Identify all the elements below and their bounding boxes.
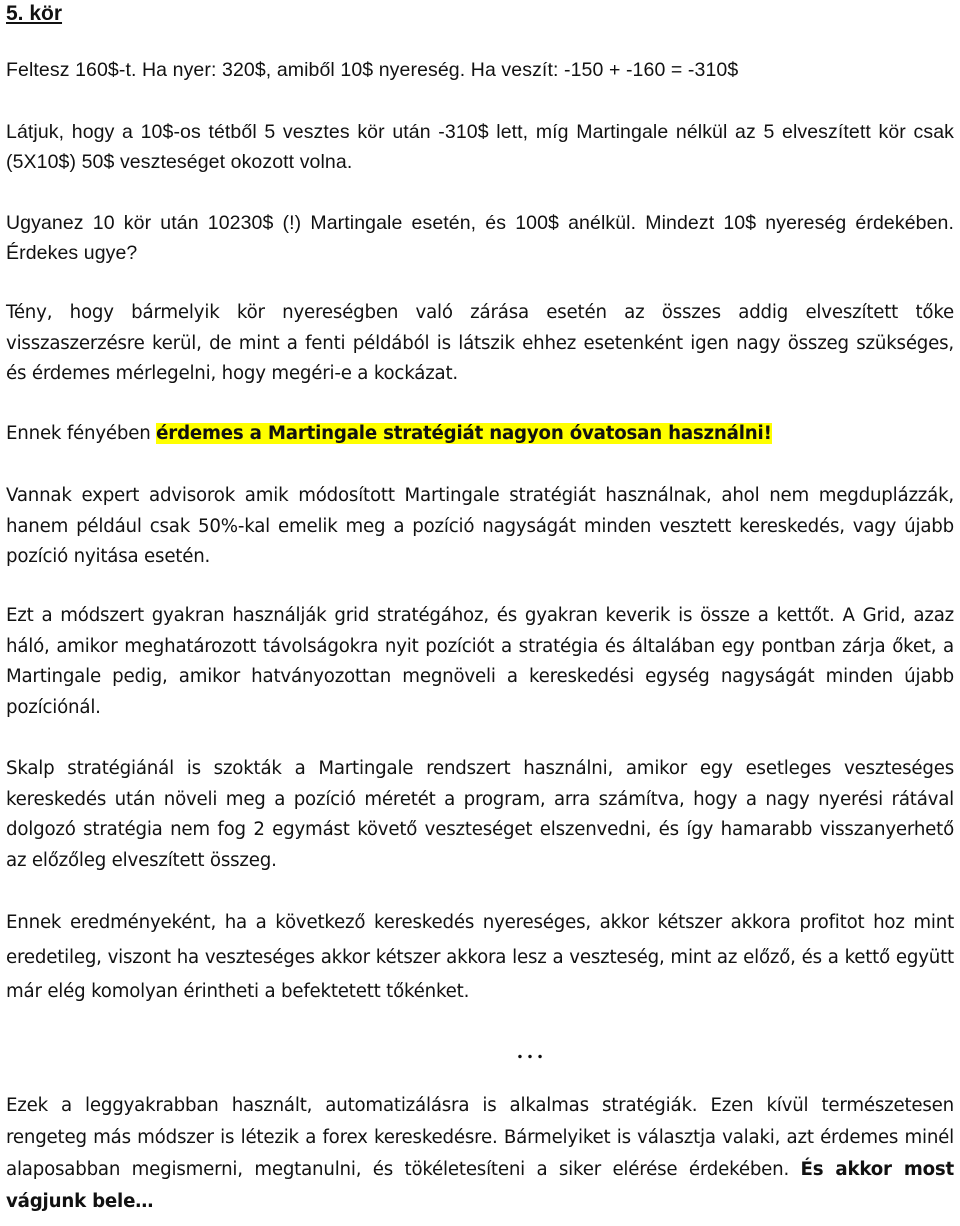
paragraph-round-five: Feltesz 160$-t. Ha nyer: 320$, amiből 10$ nyereség. Ha veszít: -150 + -160 = -310$ <box>6 59 739 81</box>
section-heading: 5. kör <box>6 2 63 25</box>
paragraph-caution <box>6 419 954 450</box>
caution-lead: Ennek fényében <box>6 423 157 444</box>
paragraph-closing <box>6 1090 954 1218</box>
caution-highlight: érdemes a Martingale stratégiát nagyon óvatosan használni! <box>156 423 772 444</box>
paragraph-result: Ennek eredményeként, ha a következő kereskedés nyereséges, akkor kétszer akkora profitot hoz mint eredetileg, viszont ha veszteséges akkor kétszer akkora lesz a veszteség, mint az előző, és a kettő együtt már elég komolyan érintheti a befektetett tőkénket. <box>6 912 954 1002</box>
paragraph-expert-advisors: Vannak expert advisorok amik módosított Martingale stratégiát használnak, ahol nem megduplázzák, hanem például csak 50%-kal emelik meg a pozíció nagyságát minden vesztett kereskedés, vagy újabb pozíció nyitása esetén. <box>6 485 954 567</box>
closing-bold: És akkor most vágjunk bele… <box>6 1159 955 1212</box>
paragraph-loss-comparison: Látjuk, hogy a 10$-os tétből 5 vesztes kör után -310$ lett, míg Martingale nélkül az 5 elveszített kör csak (5X10$) 50$ veszteséget okozott volna. <box>6 121 954 173</box>
closing-text: Ezek a leggyakrabban használt, automatizálásra is alkalmas stratégiák. Ezen kívül természetesen rengeteg más módszer is létezik a forex kereskedésre. Bármelyiket is választja valaki, azt érdemes minél alaposabban megismerni, megtanulni, és tökéletesíteni a siker elérése érdekében. <box>6 1095 954 1180</box>
paragraph-scalp-strategy: Skalp stratégiánál is szokták a Martingale rendszert használni, amikor egy esetleges veszteséges kereskedés után növeli meg a pozíció méretét a program, arra számítva, hogy a nagy nyerési rátával dolgozó stratégia nem fog 2 egymást követő veszteséget elszenvedni, és így hamarabb visszanyerhető az előzőleg elveszített összeg. <box>6 758 954 871</box>
paragraph-capital-recovery: Tény, hogy bármelyik kör nyereségben való zárása esetén az összes addig elveszített tőke visszaszerzésre kerül, de mint a fenti példából is látszik ehhez esetenként igen nagy összeg szükséges, és érdemes mérlegelni, hogy megéri-e a kockázat. <box>6 302 954 384</box>
paragraph-grid-strategy: Ezt a módszert gyakran használják grid stratégához, és gyakran keverik is össze a kettőt. A Grid, azaz háló, amikor meghatározott távolságokra nyit pozíciót a stratégia és általában egy pontban zárja őket, a Martingale pedig, amikor hatványozottan megnöveli a kereskedési egység nagyságát minden újabb pozíciónál. <box>6 605 954 718</box>
paragraph-ten-rounds: Ugyanez 10 kör után 10230$ (!) Martingale esetén, és 100$ anélkül. Mindezt 10$ nyereség érdekében. Érdekes ugye? <box>6 212 954 264</box>
ellipsis-separator: … <box>515 1032 545 1065</box>
